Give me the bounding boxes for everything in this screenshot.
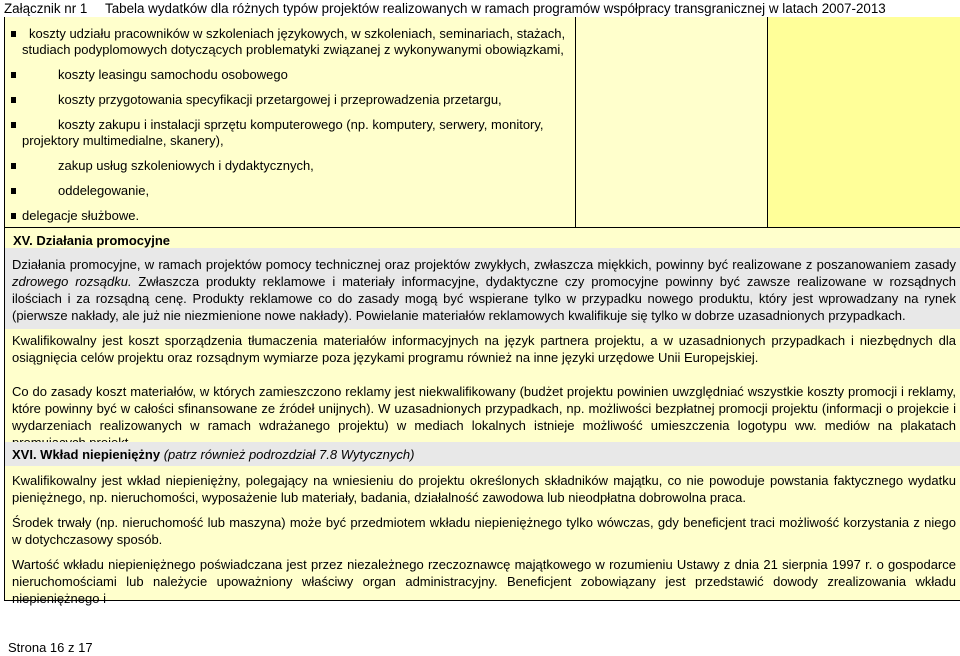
attachment-label: Załącznik nr 1 <box>4 1 88 16</box>
bullet-icon <box>11 163 16 169</box>
section-16-paragraphs <box>5 466 960 606</box>
bullet-text: koszty leasingu samochodu osobowego <box>58 67 288 82</box>
paragraph-text: Środek trwały (np. nieruchomość lub maszyna) może być przedmiotem wkładu niepieniężnego tylko wówczas, gdy beneficjent traci możliwość korzystania z niego w dotychczasowy sposób. <box>12 515 956 547</box>
bullet-text: studiach podyplomowych dotyczących problematyki związanej z wykonywanymi obowiązkami, <box>22 42 564 57</box>
page-header <box>4 0 956 18</box>
bullet-text: projektory multimedialne, skanery), <box>22 133 224 148</box>
section-15-title: XV. Działania promocyjne <box>13 233 171 248</box>
paragraph-text: Działania promocyjne, w ramach projektów pomocy technicznej oraz projektów zwykłych, zwłaszcza miękkich, powinny być realizowane z poszanowaniem zasady zdrowego rozsądku. Zwłaszcza produkty reklamowe i materiały informacyjne, dydaktyczne czy promocyjne powinny być zawsze realizowane w rozsądnych ilościach i za rozsądną cenę. Produkty reklamowe co do zasady mogą być wspierane tylko w przypadku nowego produktu, który jest wprowadzany na rynek (pierwsze nakłady, ale już nie niezmienione nowe nakłady). Powielanie materiałów reklamowych kwalifikuje się tylko w dobrze uzasadnionych przypadkach. <box>12 257 956 323</box>
paragraph-text: Kwalifikowalny jest koszt sporządzenia tłumaczenia materiałów informacyjnych na język partnera projektu, a w uzasadnionych przypadkach i niezbędnych dla osiągnięcia celów projektu oraz rozsądnym wymiarze poza językami programu również na inne języki urzędowe Unii Europejskiej. <box>12 333 956 365</box>
bullet-icon <box>11 188 16 194</box>
section-16-subtitle: (patrz również podrozdział 7.8 Wytycznych) <box>160 447 415 462</box>
paragraph-text: Wartość wkładu niepieniężnego poświadczana jest przez niezależnego rzeczoznawcę majątkowego w rozumieniu Ustawy z dnia 21 sierpnia 1997 r. o gospodarce nieruchomościami lub należycie upoważniony właściwy organ administracyjny. Beneficjent zobowiązany jest przedstawić dowody zrealizowania wkładu niepieniężnego i <box>12 557 956 606</box>
paragraph-text: Co do zasady koszt materiałów, w których zamieszczono reklamy jest niekwalifikowany (budżet projektu powinien uwzględniać wszystkie koszty promocji i reklamy, które powinny być w całości sfinansowane ze źródeł unijnych). W uzasadnionych przypadkach, np. możliwości bezpłatnej promocji projektu (informacji o projekcie i wydarzeniach realizowanych w ramach wdrażanego projektu) w mediach lokalnych istnieje możliwość umieszczenia logotypu ww. mediów na plakatach <box>12 384 956 433</box>
section-15-paragraph-1 <box>5 248 960 329</box>
bullet-text: delegacje służbowe. <box>22 208 140 223</box>
table-cell-middle <box>576 17 768 227</box>
header-title: Tabela wydatków dla różnych typów projektów realizowanych w ramach programów współpracy transgranicznej w latach 2007-2013 <box>105 1 886 16</box>
bullet-icon <box>11 122 16 128</box>
bullet-text: oddelegowanie, <box>58 183 150 198</box>
bullet-text: zakup usług szkoleniowych i dydaktycznych, <box>58 158 314 173</box>
section-16-title: XVI. Wkład niepieniężny <box>12 447 161 462</box>
bullet-icon <box>11 97 16 103</box>
bullet-text: koszty zakupu i instalacji sprzętu komputerowego (np. komputery, serwery, monitory, <box>58 117 544 132</box>
section-15-paragraphs <box>5 329 960 460</box>
bullet-text: koszty przygotowania specyfikacji przetargowej i przeprowadzenia przetargu, <box>58 92 502 107</box>
paragraph-text: Kwalifikowalny jest wkład niepieniężny, polegający na wniesieniu do projektu określonych składników majątku, co nie powoduje powstania faktycznego wydatku pieniężnego, np. nieruchomości, wyposażenie lub materiały, badania, działalność zawodowa lub nieodpłatna dobrowolna praca. <box>12 473 956 505</box>
bullet-text: koszty udziału pracowników w szkoleniach językowych, w szkoleniach, seminariach, stażach, <box>29 26 566 41</box>
expense-table <box>4 17 960 606</box>
page-number: Strona 16 z 17 <box>8 640 93 655</box>
section-16-header <box>5 442 960 466</box>
table-cell-right <box>768 17 960 227</box>
table-cell-description <box>5 17 576 227</box>
bullet-icon <box>11 31 16 37</box>
bullet-icon <box>11 72 16 78</box>
bullet-icon <box>11 213 16 219</box>
section-15-header <box>5 227 960 248</box>
